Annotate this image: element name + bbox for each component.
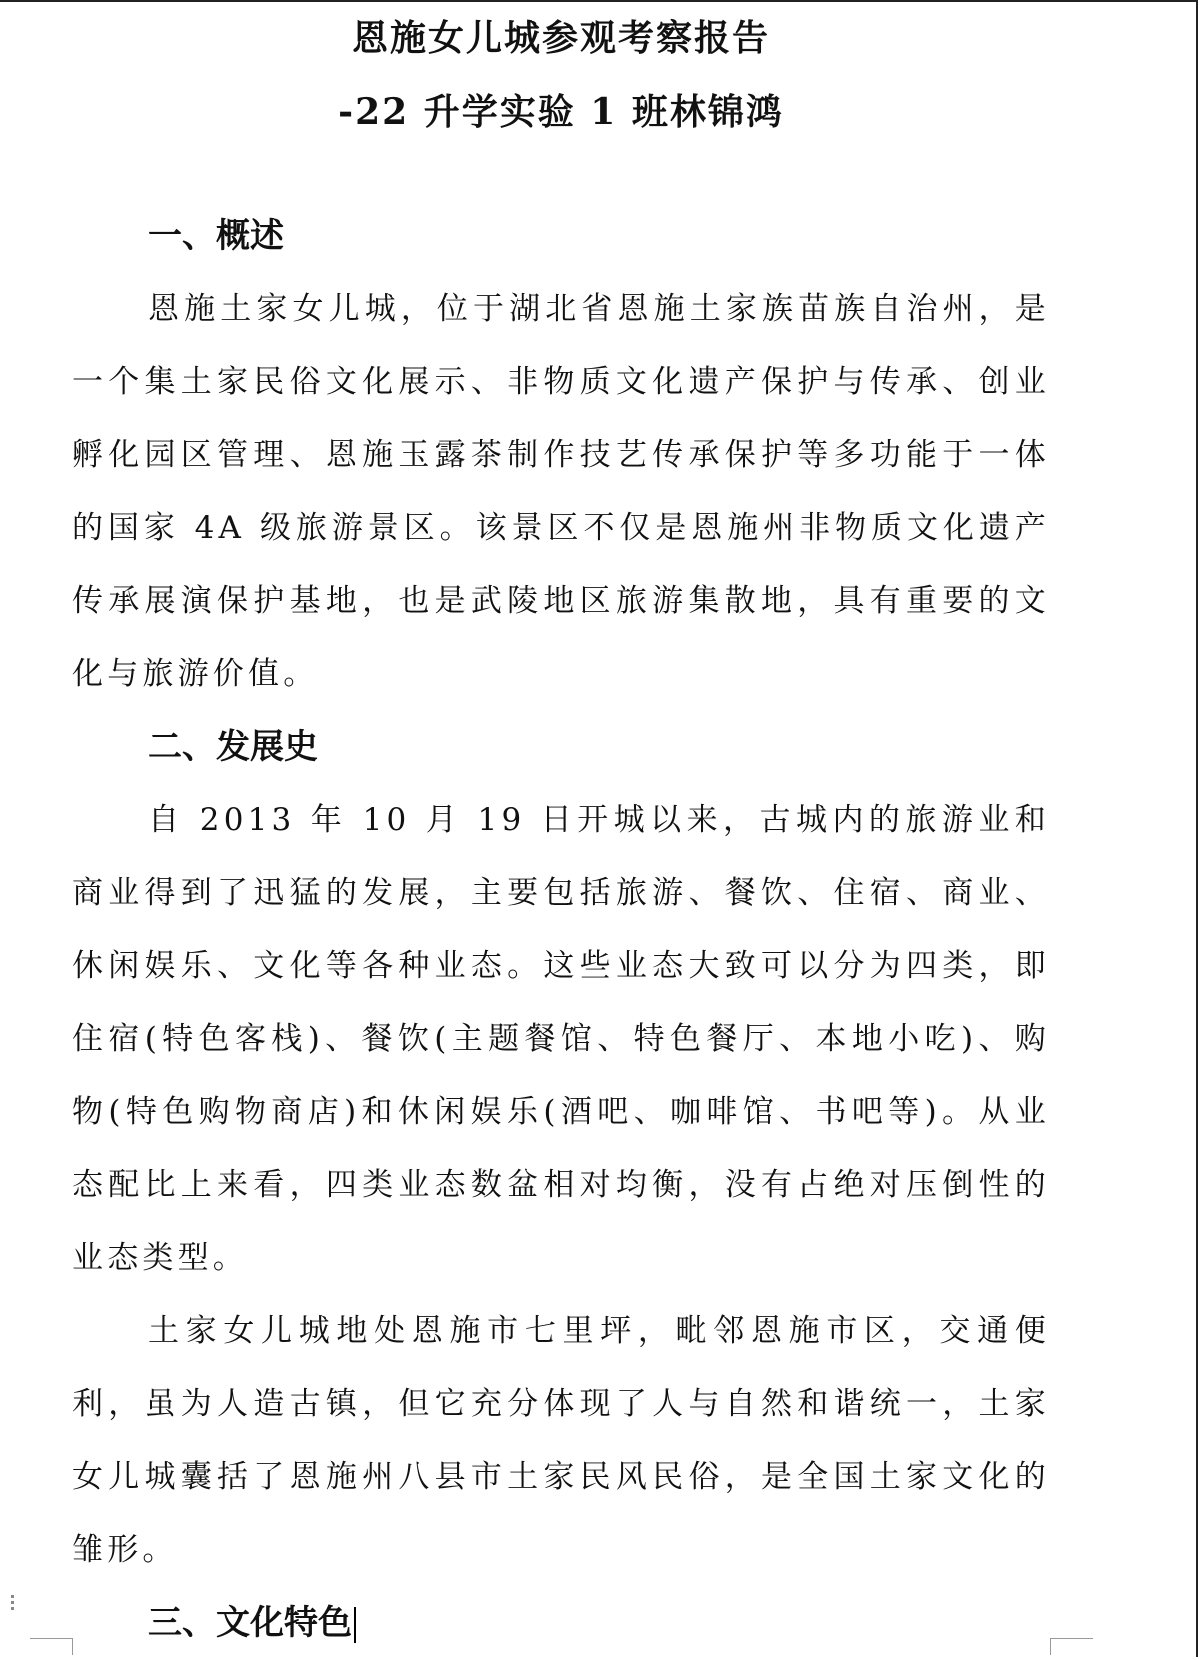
- section-heading-culture: [72, 1587, 1050, 1660]
- paragraph-overview: 恩施土家女儿城，位于湖北省恩施土家族苗族自治州，是一个集土家民俗文化展示、非物质文化遗产保护与传承、创业孵化园区管理、恩施玉露茶制作技艺传承保护等多功能于一体的国家 4A 级旅游景区。该景区不仅是恩施州非物质文化遗产传承展演保护基地，也是武陵地区旅游集散地，具有重要的文化与旅游价值。: [72, 291, 1050, 692]
- section-heading-overview: 一、概述: [148, 216, 284, 256]
- section-heading-history: 二、发展史: [148, 727, 318, 767]
- page-corner-mark-right: [1050, 1638, 1093, 1655]
- document-title: 恩施女儿城参观考察报告: [351, 17, 770, 59]
- page-corner-mark-left: [30, 1638, 73, 1655]
- text-cursor: [354, 1607, 356, 1643]
- document-subtitle: -22 升学实验 1 班林锦鸿: [338, 91, 784, 133]
- document-body[interactable]: [72, 2, 1050, 1660]
- drag-handle-icon[interactable]: [8, 1592, 16, 1622]
- section-heading-culture-text: 三、文化特色: [148, 1603, 352, 1643]
- paragraph-history-1: 自 2013 年 10 月 19 日开城以来，古城内的旅游业和商业得到了迅猛的发展，主要包括旅游、餐饮、住宿、商业、休闲娱乐、文化等各种业态。这些业态大致可以分为四类，即住宿(特色客栈)、餐饮(主题餐馆、特色餐厅、本地小吃)、购物(特色购物商店)和休闲娱乐(酒吧、咖啡馆、书吧等)。从业态配比上来看，四类业态数盆相对均衡，没有占绝对压倒性的业态类型。: [72, 802, 1050, 1276]
- paragraph-history-2: 土家女儿城地处恩施市七里坪，毗邻恩施市区，交通便利，虽为人造古镇，但它充分体现了人与自然和谐统一，土家女儿城囊括了恩施州八县市土家民风民俗，是全国土家文化的雏形。: [72, 1313, 1050, 1568]
